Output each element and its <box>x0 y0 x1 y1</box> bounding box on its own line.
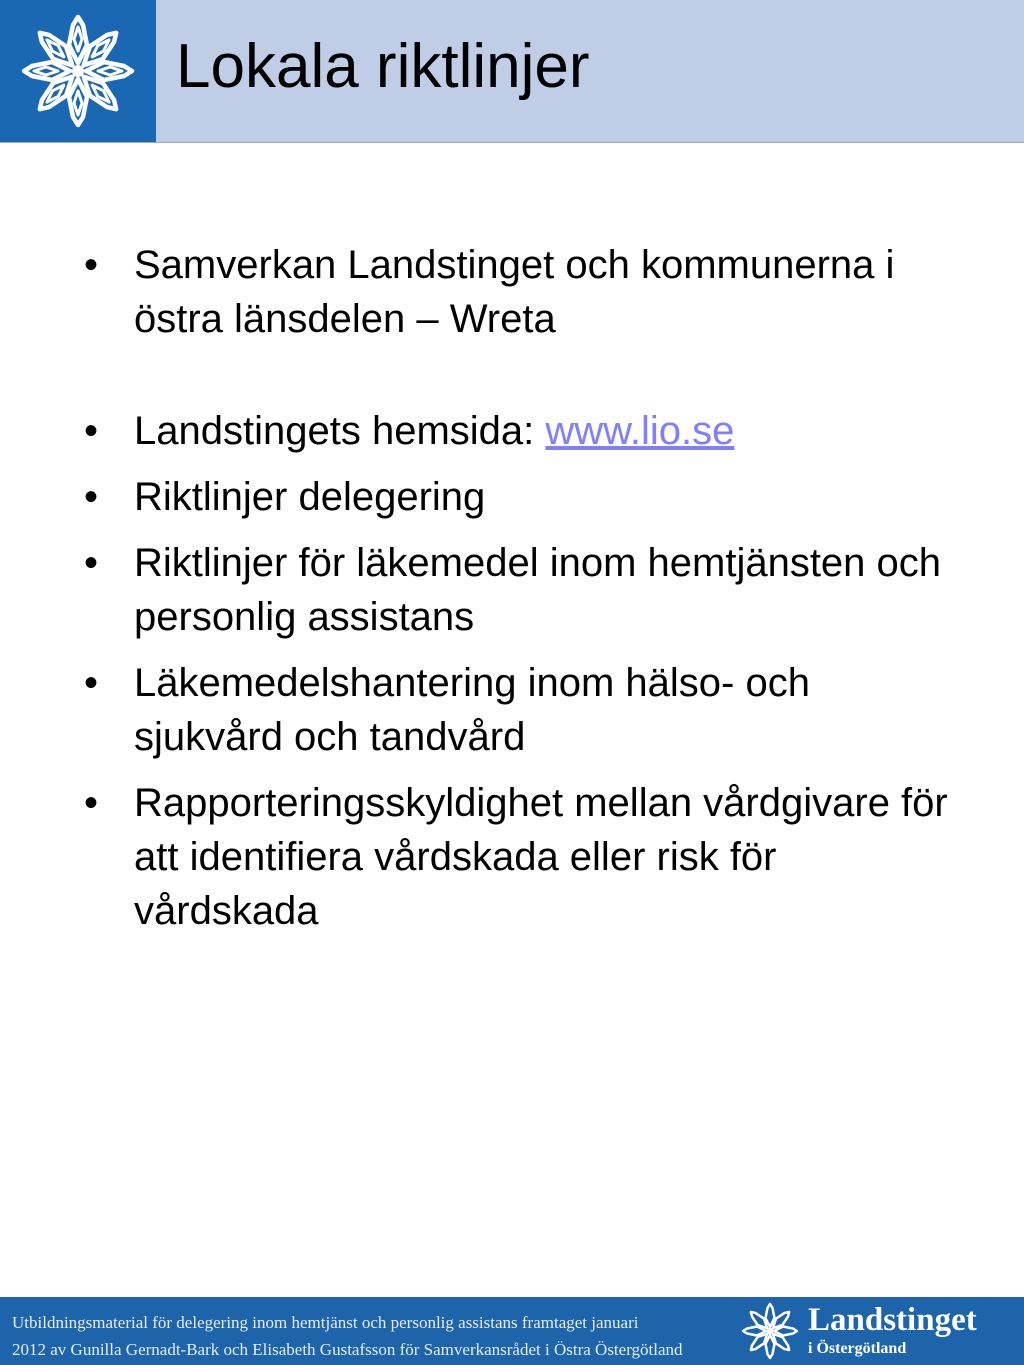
flower-emblem-icon <box>740 1301 800 1361</box>
header-bar <box>0 0 1024 143</box>
bullet-list <box>80 238 960 950</box>
header-logo <box>0 0 156 142</box>
bullet-icon: • <box>84 541 99 585</box>
bullet-icon: • <box>84 409 99 453</box>
flower-emblem-icon <box>18 14 138 128</box>
list-item-text: Rapporteringsskyldighet mellan vårdgivare för att identifiera vårdskada eller risk för vårdskada <box>134 781 948 933</box>
list-item <box>80 470 960 524</box>
list-item <box>80 404 960 458</box>
bullet-icon: • <box>84 781 99 825</box>
brand-name: Landstinget <box>808 1302 977 1338</box>
footer-credit <box>12 1309 772 1363</box>
bullet-icon: • <box>84 243 99 287</box>
page-title: Lokala riktlinjer <box>176 32 590 101</box>
footer-line-1: Utbildningsmaterial för delegering inom hemtjänst och personlig assistans framtaget januari <box>12 1313 639 1332</box>
list-item <box>80 776 960 938</box>
list-item-text: Riktlinjer för läkemedel inom hemtjänsten och personlig assistans <box>134 541 942 639</box>
brand-wordmark <box>808 1301 977 1359</box>
list-item <box>80 536 960 644</box>
list-item-text: Riktlinjer delegering <box>134 475 486 519</box>
list-item <box>80 238 960 346</box>
bullet-icon: • <box>84 661 99 705</box>
list-item-text: Läkemedelshantering inom hälso- och sjukvård och tandvård <box>134 661 810 759</box>
footer-line-2: 2012 av Gunilla Gernadt-Bark och Elisabeth Gustafsson för Samverkansrådet i Östra Östergötland <box>12 1340 683 1359</box>
list-item-text: Samverkan Landstinget och kommunerna i östra länsdelen – Wreta <box>134 243 895 341</box>
list-item <box>80 656 960 764</box>
bullet-icon: • <box>84 475 99 519</box>
website-link[interactable]: www.lio.se <box>545 409 735 453</box>
brand-subtitle: i Östergötland <box>808 1340 907 1357</box>
footer-bar <box>0 1297 1024 1365</box>
list-item-text: Landstingets hemsida: <box>134 409 546 453</box>
